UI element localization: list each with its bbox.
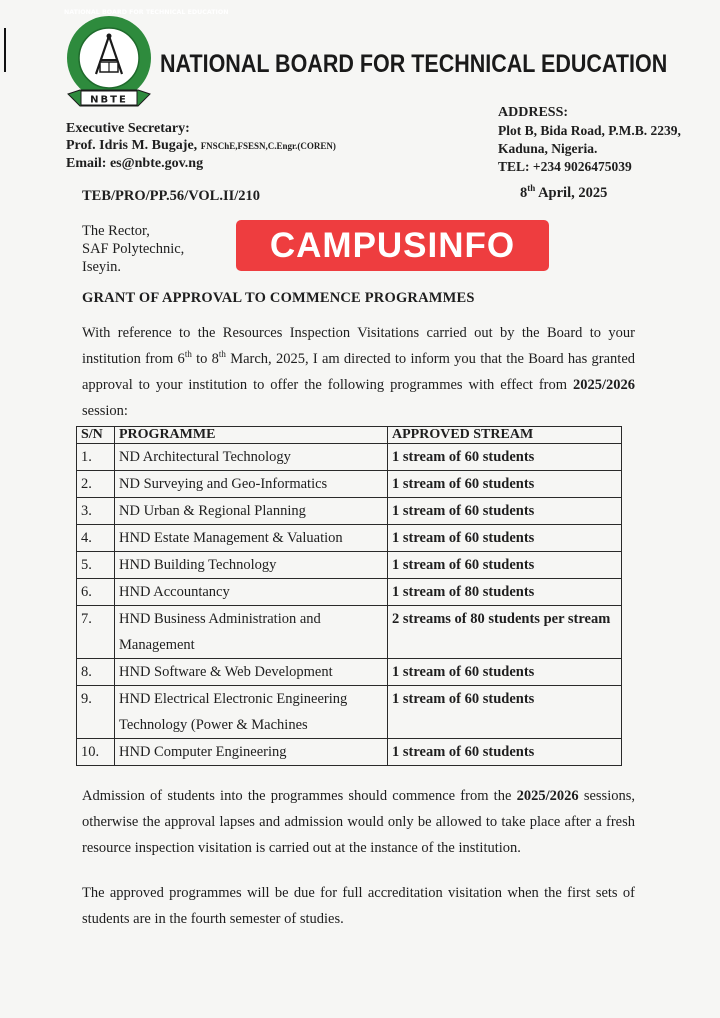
nbte-logo: [64, 9, 229, 110]
accreditation-paragraph: The approved programmes will be due for full accreditation visitation when the first sets of students are in the fourth semester of studies.: [82, 885, 635, 927]
address-block: [498, 104, 681, 176]
row-programme: ND Surveying and Geo-Informatics: [115, 471, 388, 498]
row-sn: 2.: [77, 471, 115, 498]
sender-title: Executive Secretary:: [66, 121, 190, 136]
recipient-line-1: The Rector,: [82, 223, 150, 239]
row-programme: HND Accountancy: [115, 579, 388, 606]
row-programme: ND Urban & Regional Planning: [115, 498, 388, 525]
date-rest: April, 2025: [535, 184, 608, 201]
address-phone: TEL: +234 9026475039: [498, 159, 632, 174]
row-approved-stream: 2 streams of 80 students per stream: [388, 606, 622, 659]
row-approved-stream: 1 stream of 60 students: [388, 471, 622, 498]
table-header-row: [77, 427, 622, 444]
row-sn: 1.: [77, 444, 115, 471]
row-programme: HND Business Administration and Management: [115, 606, 388, 659]
row-programme: ND Architectural Technology: [115, 444, 388, 471]
row-programme: HND Software & Web Development: [115, 659, 388, 686]
recipient-line-3: Iseyin.: [82, 259, 122, 275]
row-approved-stream: 1 stream of 60 students: [388, 498, 622, 525]
row-sn: 7.: [77, 606, 115, 659]
organization-name: NATIONAL BOARD FOR TECHNICAL EDUCATION: [160, 50, 668, 78]
recipient-line-2: SAF Polytechnic,: [82, 241, 185, 257]
row-approved-stream: 1 stream of 60 students: [388, 686, 622, 739]
row-approved-stream: 1 stream of 80 students: [388, 579, 622, 606]
row-approved-stream: 1 stream of 60 students: [388, 659, 622, 686]
address-label: ADDRESS:: [498, 105, 569, 120]
table-row: [77, 686, 622, 739]
intro-paragraph: With reference to the Resources Inspection Visitations carried out by the Board to your institution from 6th to 8th March, 2025, I am directed to inform you that the Board has granted approval to your institution to offer the following programmes with effect from 2025/2026 session:: [82, 325, 636, 419]
row-sn: 5.: [77, 552, 115, 579]
address-line-1: Plot B, Bida Road, P.M.B. 2239,: [498, 123, 681, 138]
row-approved-stream: 1 stream of 60 students: [388, 739, 622, 766]
table-row: [77, 498, 622, 525]
header-programme: PROGRAMME: [115, 427, 388, 444]
header-sn: S/N: [77, 427, 115, 444]
table-row: [77, 579, 622, 606]
row-approved-stream: 1 stream of 60 students: [388, 525, 622, 552]
reference-number: TEB/PRO/PP.56/VOL.II/210: [82, 188, 261, 204]
table-row: [77, 606, 622, 659]
programmes-table: [76, 426, 622, 766]
row-programme: HND Estate Management & Valuation: [115, 525, 388, 552]
campusinfo-watermark: CAMPUSINFO: [236, 220, 549, 271]
sender-block: [66, 120, 336, 172]
date-day: 8: [520, 184, 528, 201]
letter-date: [520, 183, 607, 202]
table-row: [77, 525, 622, 552]
logo-banner-text: NBTE: [90, 94, 128, 106]
row-approved-stream: 1 stream of 60 students: [388, 444, 622, 471]
row-programme: HND Computer Engineering: [115, 739, 388, 766]
address-line-2: Kaduna, Nigeria.: [498, 141, 598, 156]
table-row: [77, 739, 622, 766]
row-programme: HND Electrical Electronic Engineering Technology (Power & Machines: [115, 686, 388, 739]
table-row: [77, 444, 622, 471]
recipient-block: [82, 222, 184, 276]
row-sn: 10.: [77, 739, 115, 766]
row-programme: HND Building Technology: [115, 552, 388, 579]
row-sn: 9.: [77, 686, 115, 739]
scan-edge-mark: [4, 28, 6, 72]
row-sn: 6.: [77, 579, 115, 606]
table-row: [77, 552, 622, 579]
sender-name: Prof. Idris M. Bugaje,: [66, 138, 198, 153]
table-row: [77, 471, 622, 498]
admission-paragraph: Admission of students into the programmes should commence from the 2025/2026 sessions, otherwise the approval lapses and admission would only be allowed to take place after a fresh resource inspection visitation is carried out at the instance of the institution.: [82, 788, 635, 856]
sender-qualifications: FNSChE,FSESN,C.Engr.(COREN): [200, 141, 336, 151]
row-sn: 8.: [77, 659, 115, 686]
letter-subject: GRANT OF APPROVAL TO COMMENCE PROGRAMMES: [82, 290, 475, 306]
row-approved-stream: 1 stream of 60 students: [388, 552, 622, 579]
row-sn: 4.: [77, 525, 115, 552]
sender-name-line: [66, 137, 336, 155]
row-sn: 3.: [77, 498, 115, 525]
table-row: [77, 659, 622, 686]
sender-email: Email: es@nbte.gov.ng: [66, 156, 204, 171]
logo-ring-text: NATIONAL BOARD FOR TECHNICAL EDUCATION: [64, 9, 229, 16]
date-suffix: th: [527, 183, 536, 193]
header-approved-stream: APPROVED STREAM: [388, 427, 622, 444]
